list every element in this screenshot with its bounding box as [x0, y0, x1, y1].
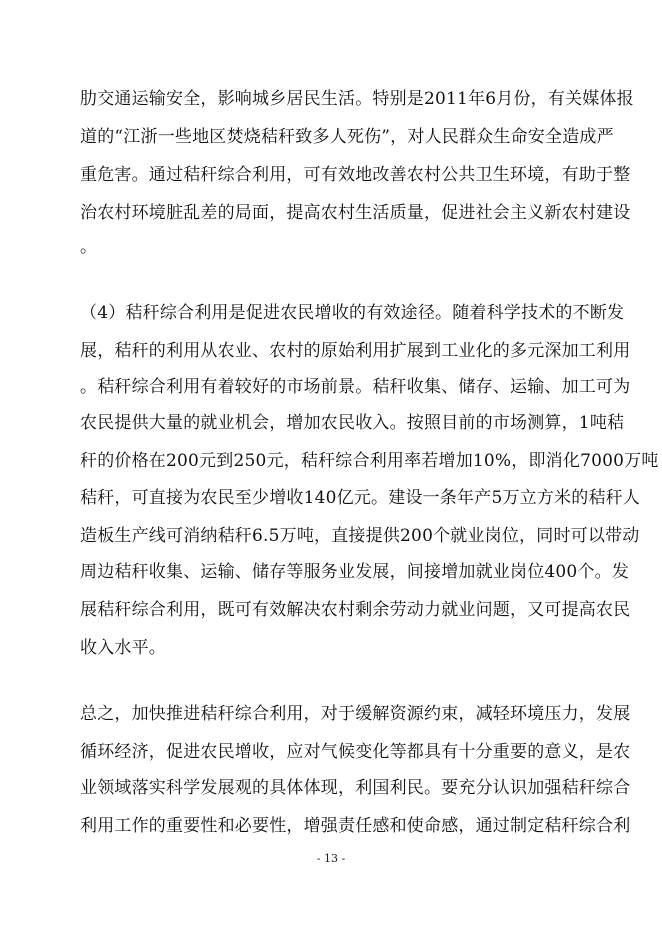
paragraph-2-line-6: 秸秆，可直接为农民至少增收140亿元。建设一条年产5万立方米的秸秆人 [80, 488, 641, 508]
paragraph-2-line-1: （4）秸秆综合利用是促进农民增收的有效途径。随着科学技术的不断发 [80, 303, 625, 323]
paragraph-1-line-5: 。 [80, 237, 98, 257]
paragraph-1-line-3: 重危害。通过秸秆综合利用，可有效地改善农村公共卫生环境，有助于整 [80, 165, 631, 185]
paragraph-3-line-2: 循环经济，促进农民增收，应对气候变化等都具有十分重要的意义，是农 [80, 742, 631, 762]
paragraph-3-line-1: 总之，加快推进秸秆综合利用，对于缓解资源约束，减轻环境压力，发展 [80, 704, 631, 724]
paragraph-2-line-5: 秆的价格在200元到250元，秸秆综合利用率若增加10%，即消化7000万吨 [80, 451, 659, 471]
page-number: - 13 - [316, 852, 346, 865]
paragraph-1-line-4: 治农村环境脏乱差的局面，提高农村生活质量，促进社会主义新农村建设 [80, 203, 631, 223]
paragraph-3-line-3: 业领域落实科学发展观的具体体现，利国利民。要充分认识加强秸秆综合 [80, 778, 631, 798]
paragraph-2-line-7: 造板生产线可消纳秸秆6.5万吨，直接提供200个就业岗位，同时可以带动 [80, 526, 640, 546]
paragraph-1-line-2: 道的“江浙一些地区焚烧秸秆致多人死伤”，对人民群众生命安全造成严 [80, 127, 614, 147]
paragraph-2-line-10: 收入水平。 [80, 638, 166, 658]
paragraph-2-line-9: 展秸秆综合利用，既可有效解决农村剩余劳动力就业问题，又可提高农民 [80, 600, 631, 620]
paragraph-2-line-3: 。秸秆综合利用有着较好的市场前景。秸秆收集、储存、运输、加工可为 [80, 377, 631, 397]
paragraph-1-line-1: 肋交通运输安全，影响城乡居民生活。特别是2011年6月份，有关媒体报 [80, 89, 634, 109]
paragraph-3-line-4: 利用工作的重要性和必要性，增强责任感和使命感，通过制定秸秆综合利 [80, 816, 631, 836]
paragraph-2-line-4: 农民提供大量的就业机会，增加农民收入。按照目前的市场测算，1吨秸 [80, 413, 625, 433]
paragraph-2-line-2: 展，秸秆的利用从农业、农村的原始利用扩展到工业化的多元深加工利用 [80, 341, 631, 361]
paragraph-2-line-8: 周边秸秆收集、运输、储存等服务业发展，间接增加就业岗位400个。发 [80, 562, 630, 582]
